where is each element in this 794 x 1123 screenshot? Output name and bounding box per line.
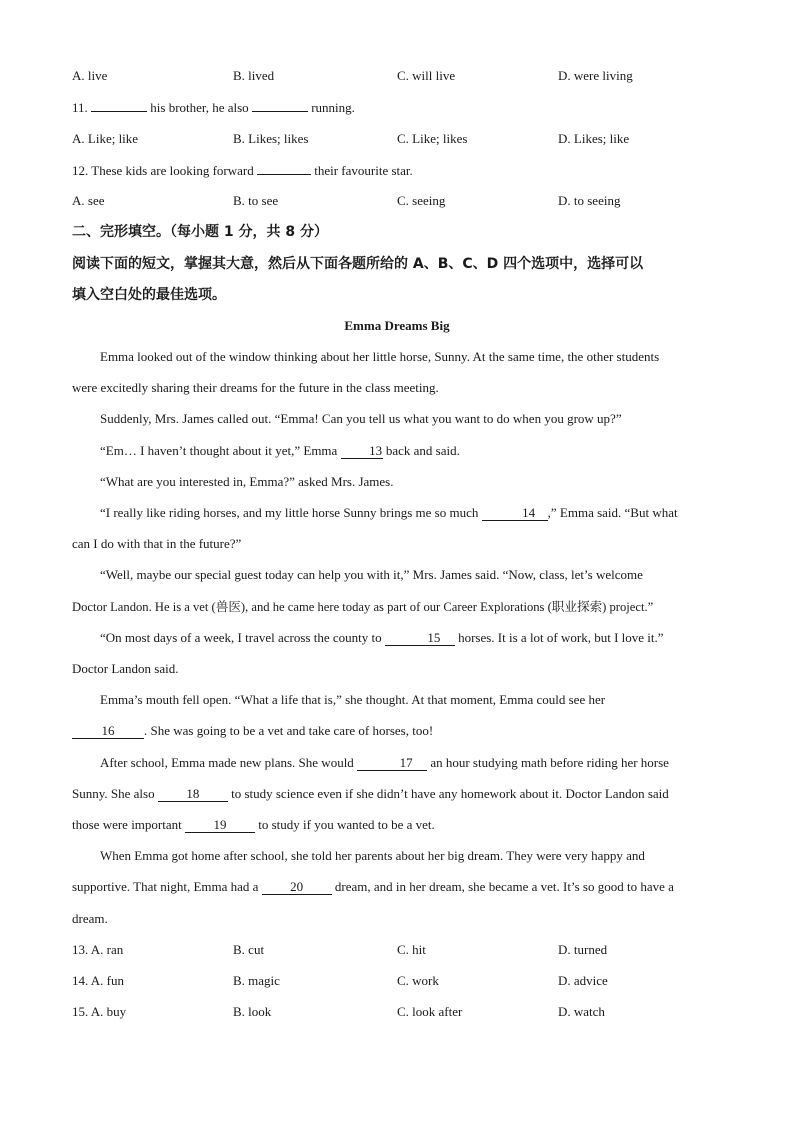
p8-text-post: . She was going to be a vet and take care of horses, too! (144, 723, 434, 738)
passage-p1-line-1: Emma looked out of the window thinking about her little horse, Sunny. At the same time, the other students (100, 349, 660, 364)
passage-p5-line-1 (72, 503, 722, 523)
q12-option-d: D. to seeing (558, 193, 621, 208)
q11-options (72, 129, 722, 149)
blank-14: 14 (482, 506, 548, 521)
q14-option-a: 14. A. fun (72, 973, 124, 988)
passage-p7-line-1 (72, 628, 722, 648)
passage-p1-line-2: were excitedly sharing their dreams for the future in the class meeting. (72, 380, 439, 395)
p9-text-post: an hour studying math before riding her horse (430, 755, 669, 770)
q11-blank-2 (252, 97, 308, 112)
passage-p4: “What are you interested in, Emma?” asked Mrs. James. (100, 474, 394, 489)
p3-text-pre: “Em… I haven’t thought about it yet,” Emma (100, 443, 338, 458)
section-heading: 二、完形填空。（每小题 1 分，共 8 分） (72, 224, 328, 240)
passage-p6-line-2: Doctor Landon. He is a vet (兽医), and he came here today as part of our Career Explorations (职业探索) project.” (72, 600, 654, 614)
q12-text-end: their favourite star. (314, 163, 413, 178)
section-instruction-1: 阅读下面的短文，掌握其大意，然后从下面各题所给的 A、B、C、D 四个选项中，选择可以 (72, 256, 644, 272)
q15-option-a: 15. A. buy (72, 1004, 127, 1019)
q12-options (72, 191, 722, 211)
passage-p6-line-1: “Well, maybe our special guest today can help you with it,” Mrs. James said. “Now, class, let’s welcome (100, 567, 643, 582)
q13-option-b: B. cut (233, 942, 265, 957)
blank-20: 20 (262, 880, 332, 895)
passage-p2: Suddenly, Mrs. James called out. “Emma! Can you tell us what you want to do when you grow up?” (100, 411, 622, 426)
p9b-text-pre: Sunny. She also (72, 786, 155, 801)
passage-p3 (72, 441, 722, 461)
p9c-text-post: to study if you wanted to be a vet. (258, 817, 435, 832)
section-instruction-2: 填入空白处的最佳选项。 (72, 287, 226, 303)
q13-option-c: C. hit (397, 942, 426, 957)
question-11 (72, 97, 722, 118)
q11-option-b: B. Likes; likes (233, 131, 309, 146)
blank-19: 19 (185, 818, 255, 833)
p10b-text-pre: supportive. That night, Emma had a (72, 879, 259, 894)
q15-options (72, 1002, 722, 1022)
passage-title: Emma Dreams Big (344, 318, 450, 333)
passage-p9-line-3 (72, 815, 722, 835)
blank-16: 16 (72, 724, 144, 739)
q11-text-mid: his brother, he also (150, 100, 249, 115)
p9b-text-post: to study science even if she didn’t have any homework about it. Doctor Landon said (231, 786, 669, 801)
q10-option-d: D. were living (558, 68, 633, 83)
q14-options (72, 971, 722, 991)
passage-p8-line-1: Emma’s mouth fell open. “What a life that is,” she thought. At that moment, Emma could see her (100, 692, 606, 707)
passage-p10-line-3: dream. (72, 911, 108, 926)
passage-p8-line-2 (72, 721, 722, 741)
question-12 (72, 160, 722, 181)
q12-option-a: A. see (72, 193, 105, 208)
q11-blank-1 (91, 97, 147, 112)
q12-text-pre: 12. These kids are looking forward (72, 163, 254, 178)
passage-p10-line-1: When Emma got home after school, she told her parents about her big dream. They were very happy and (100, 848, 645, 863)
p10b-text-post: dream, and in her dream, she became a vet. It’s so good to have a (334, 879, 674, 894)
q14-option-b: B. magic (233, 973, 280, 988)
q11-option-c: C. Like; likes (397, 131, 468, 146)
blank-18: 18 (158, 787, 228, 802)
q13-option-a: 13. A. ran (72, 942, 124, 957)
q11-text-end: running. (311, 100, 355, 115)
passage-p7-line-2: Doctor Landon said. (72, 661, 179, 676)
q10-options (72, 66, 722, 86)
blank-15: 15 (385, 631, 455, 646)
passage-p5-line-2: can I do with that in the future?” (72, 536, 242, 551)
q10-option-c: C. will live (397, 68, 456, 83)
p5-text-post: ,” Emma said. “But what (547, 505, 678, 520)
q15-option-c: C. look after (397, 1004, 463, 1019)
p7-text-pre: “On most days of a week, I travel across the county to (100, 630, 382, 645)
q12-option-b: B. to see (233, 193, 279, 208)
passage-p9-line-2 (72, 784, 722, 804)
q15-option-b: B. look (233, 1004, 272, 1019)
q12-blank (257, 160, 311, 175)
p9-text-pre: After school, Emma made new plans. She would (100, 755, 354, 770)
q11-number: 11. (72, 100, 88, 115)
p5-text-pre: “I really like riding horses, and my little horse Sunny brings me so much (100, 505, 479, 520)
q10-option-b: B. lived (233, 68, 275, 83)
q15-option-d: D. watch (558, 1004, 605, 1019)
q12-option-c: C. seeing (397, 193, 446, 208)
blank-13: 13 (341, 444, 383, 459)
passage-p10-line-2 (72, 877, 722, 897)
q11-option-d: D. Likes; like (558, 131, 630, 146)
p7-text-post: horses. It is a lot of work, but I love it.” (458, 630, 664, 645)
p9c-text-pre: those were important (72, 817, 182, 832)
passage-p9-line-1 (72, 753, 722, 773)
q13-options (72, 940, 722, 960)
q11-option-a: A. Like; like (72, 131, 139, 146)
p3-text-post: back and said. (385, 443, 460, 458)
blank-17: 17 (357, 756, 427, 771)
q14-option-c: C. work (397, 973, 439, 988)
q14-option-d: D. advice (558, 973, 608, 988)
q13-option-d: D. turned (558, 942, 608, 957)
q10-option-a: A. live (72, 68, 108, 83)
